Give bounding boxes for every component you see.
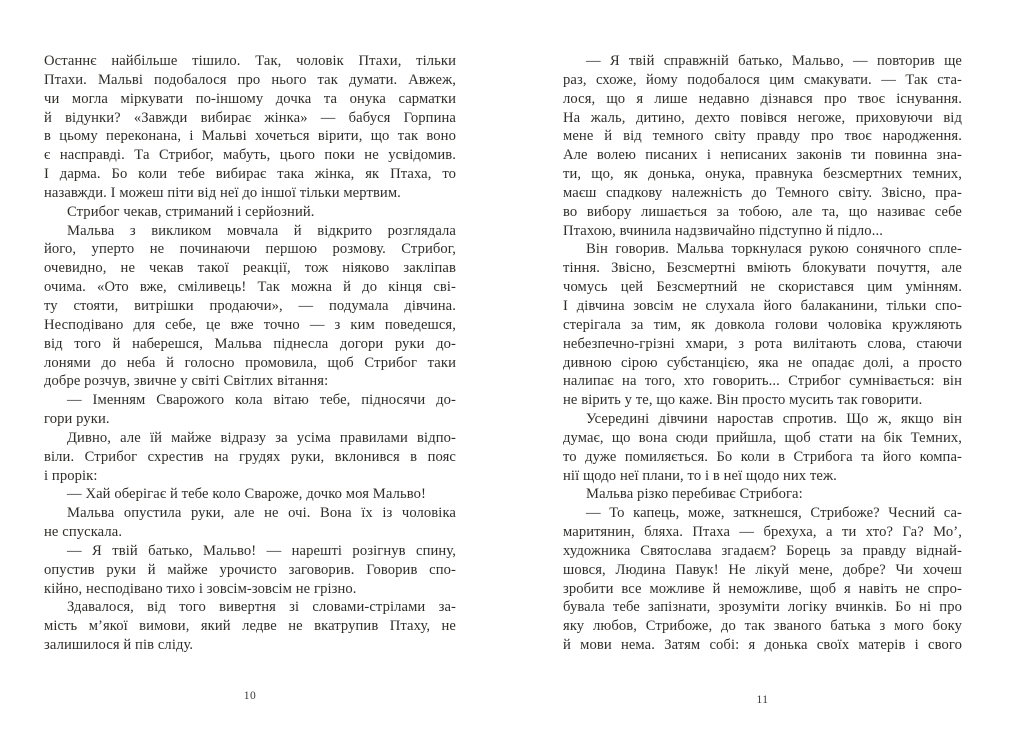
text-line: гори руки.	[44, 411, 110, 428]
text-line: — То капець, може, заткнешся, Стрибоже? Чесний са-	[586, 505, 962, 522]
text-line: І дівчина зовсім не слухала його балаканини, тільки спо-	[563, 297, 962, 314]
text-line: і прорік:	[44, 467, 98, 484]
text-line: то дуже помиляється. Бо коли в Стрибога та його компа-	[563, 448, 962, 465]
text-line: опустив руки й майже урочисто заговорив. Говорив спо-	[44, 561, 456, 578]
page-text	[44, 52, 456, 655]
text-line: небезпечно-грізні хмари, з рота вилітають слова, стаючи	[563, 335, 962, 352]
text-line: Несподівано для себе, це вже точно — з ким поведешся,	[44, 316, 456, 333]
text-line: Птахою, вчинила надзвичайно підступно й підло...	[563, 222, 883, 239]
text-line: бувала тебе запізнати, зрозуміти логіку вчинків. Бо ні про	[563, 599, 962, 616]
page-text	[563, 52, 962, 655]
book-page-right	[563, 0, 962, 737]
text-line: шовся, Людина Павук! Не лікуй мене, добре? Чи хочеш	[563, 561, 962, 578]
text-line: Птахи. Мальві подобалося про нього так думати. Авжеж,	[44, 71, 456, 88]
text-line: не вірить у те, що каже. Він просто мусить так говорити.	[563, 392, 923, 409]
text-line: — Я твій справжній батько, Мальво, — повторив ще	[586, 53, 962, 69]
text-line: й відунки? «Завжди вибирає жінка» — бабуся Горпина	[44, 109, 456, 126]
text-line: Мальва різко перебиває Стрибога:	[586, 486, 803, 503]
page-number: 11	[756, 694, 769, 706]
text-line: Стрибог чекав, стриманий і серйозний.	[67, 203, 315, 220]
text-line: стерігала за тим, як довкола голови чоловіка кружляють	[563, 316, 962, 333]
text-line: лонями до неба й голосно промовила, щоб Стрибог таки	[44, 354, 456, 371]
text-line: зробити все можливе й неможливе, щоб я навіть не спро-	[563, 580, 962, 597]
text-line: яку любов, Стрибоже, до так званого батька з мого боку	[563, 618, 962, 635]
text-line: ту стояти, витрішки продаючи», — подумала дівчина.	[44, 297, 456, 314]
text-line: його, уперто не починаючи першою розмову. Стрибог,	[44, 241, 456, 258]
text-line: — Я твій батько, Мальво! — нарешті розігнув спину,	[67, 542, 456, 559]
text-line: очевидно, не чекав такої реакції, тож ніяково закліпав	[44, 260, 456, 277]
text-line: очима. «Ото вже, сміливець! Так можна й до кінця сві-	[44, 279, 456, 296]
text-line: й мови нема. Затям собі: я донька своїх матерів і свого	[563, 637, 962, 654]
text-line: Але волею писаних і неписаних законів ти повинна зна-	[563, 147, 962, 164]
text-line: думає, що вона сюди прийшла, щоб стати на бік Темних,	[563, 429, 962, 446]
page-number: 10	[243, 690, 257, 702]
text-line: маритянин, бляха. Птаха — брехуха, а ти хто? Га? Мо’,	[563, 524, 962, 541]
text-line: — Іменням Сварожого кола вітаю тебе, підносячи до-	[67, 392, 456, 409]
text-line: ти, що, як донька, онука, правнука безсмертних темних,	[563, 166, 962, 183]
text-line: нії щодо неї плани, то і в неї щодо них теж.	[563, 467, 837, 484]
text-line: мість м’якої вимови, який ледве не вкатрупив Птаху, не	[44, 618, 456, 635]
text-line: дивною сірою субстанцією, яка не опадає долі, а просто	[563, 354, 962, 371]
text-line: не спускала.	[44, 524, 123, 541]
text-line: Він говорив. Мальва торкнулася рукою сонячного спле-	[586, 241, 962, 258]
text-line: лося, що я лише недавно дізнався про твоє існування.	[563, 90, 962, 107]
text-line: во вибору лишається за тобою, але та, що називає себе	[563, 203, 962, 220]
text-line: є насправді. Та Стрибог, мабуть, цього поки не усвідомив.	[44, 147, 456, 164]
text-line: Мальва з викликом мовчала й відкрито розглядала	[67, 222, 456, 239]
text-line: Усередині дівчини наростав спротив. Що ж, якщо він	[586, 411, 962, 428]
text-line: тіння. Звісно, Безсмертні вміють блокувати почуття, але	[563, 260, 962, 277]
text-line: маєш спадкову належність до Темного світу. Звісно, пра-	[563, 184, 962, 201]
text-line: чомусь цей Безсмертний не скористався цим умінням.	[563, 279, 962, 296]
text-line: кійно, несподівано тихо і зовсім-зовсім не грізно.	[44, 580, 357, 597]
book-page-left	[44, 0, 456, 737]
text-line: Останнє найбільше тішило. Так, чоловік Птахи, тільки	[44, 53, 456, 69]
text-line: налипає на того, хто говорить... Стрибог сумнівається: він	[563, 373, 962, 390]
text-line: І дарма. Бо коли тебе вибирає така жінка, як Птаха, то	[44, 166, 456, 183]
text-line: — Хай оберігає й тебе коло Свароже, дочко моя Мальво!	[67, 486, 426, 503]
text-line: в цьому переконана, і Мальві хочеться вірити, що так воно	[44, 128, 456, 145]
text-line: Дивно, але їй майже відразу за усіма правилами відпо-	[67, 429, 456, 446]
text-line: чи могла міркувати по-іншому дочка та онука сарматки	[44, 90, 456, 107]
text-line: віли. Стрибог схрестив на грудях руки, вклонився в пояс	[44, 448, 456, 465]
text-line: Здавалося, від того вивертня зі словами-стрілами за-	[67, 599, 456, 616]
text-line: мене й від темного світу правду про твоє народження.	[563, 128, 962, 145]
text-line: На жаль, дитино, дехто повівся негоже, приховуючи від	[563, 109, 962, 126]
text-line: добре розчув, звичне у світі Світлих вітання:	[44, 373, 329, 390]
text-line: художника Святослава згадаєм? Борець за правду віднай-	[563, 542, 962, 559]
text-line: від того й наберешся, Мальва піднесла догори руки до-	[44, 335, 456, 352]
text-line: залишилося й пів сліду.	[44, 637, 194, 654]
text-line: Мальва опустила руки, але не очі. Вона їх із чоловіка	[67, 505, 456, 522]
text-line: раз, схоже, йому подобалося цим смакувати. — Так ста-	[563, 71, 962, 88]
text-line: назавжди. І можеш піти від неї до іншої тільки мертвим.	[44, 184, 401, 201]
